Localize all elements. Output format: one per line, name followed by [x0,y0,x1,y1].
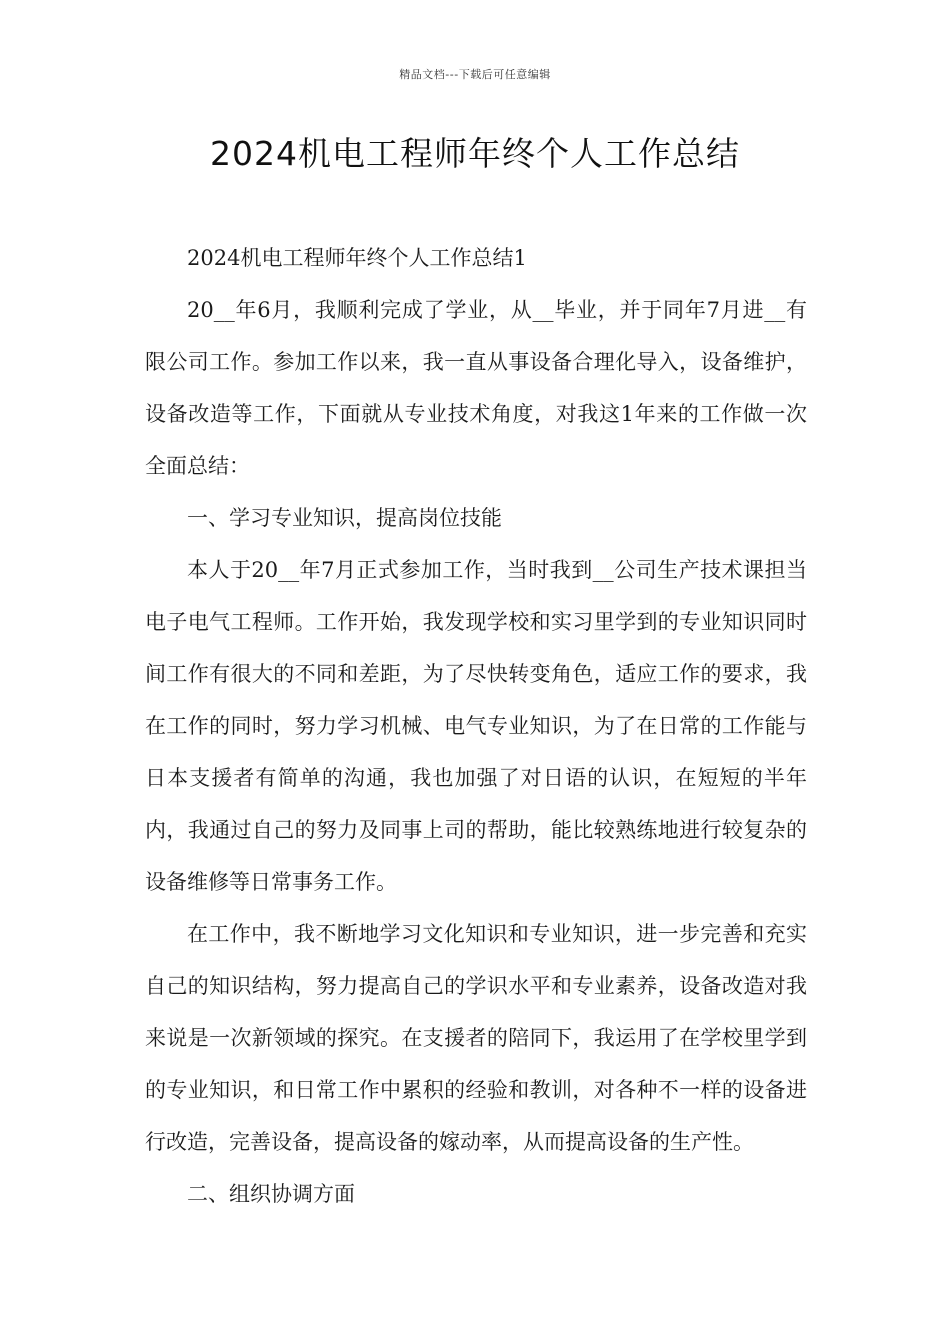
section-heading-2: 二、组织协调方面 [187,1182,355,1206]
document-title: 2024机电工程师年终个人工作总结 [210,134,740,173]
paragraph-learning: 本人于20__年7月正式参加工作，当时我到__公司生产技术课担当电子电气工程师。工作开始，我发现学校和实习里学到的专业知识同时间工作有很大的不同和差距，为了尽快转变角色，适应工作的要求，我在工作的同时，努力学习机械、电气专业知识，为了在日常的工作能与日本支援者有简单的沟通，我也加强了对日语的认识，在短短的半年内，我通过自己的努力及同事上司的帮助，能比较熟练地进行较复杂的设备维修等日常事务工作。 [145,558,807,894]
section-subtitle: 2024机电工程师年终个人工作总结1 [187,246,527,270]
paragraph-improvement: 在工作中，我不断地学习文化知识和专业知识，进一步完善和充实自己的知识结构，努力提高自己的学识水平和专业素养，设备改造对我来说是一次新领域的探究。在支援者的陪同下，我运用了在学校里学到的专业知识，和日常工作中累积的经验和教训，对各种不一样的设备进行改造，完善设备，提高设备的嫁动率，从而提高设备的生产性。 [145,922,807,1154]
header-note: 精品文档---下载后可任意编辑 [399,68,551,81]
document-body [145,232,807,1220]
paragraph-intro: 20__年6月，我顺利完成了学业，从__毕业，并于同年7月进__有限公司工作。参加工作以来，我一直从事设备合理化导入，设备维护，设备改造等工作，下面就从专业技术角度，对我这1年来的工作做一次全面总结： [145,298,807,478]
section-heading-1: 一、学习专业知识，提高岗位技能 [187,506,502,530]
